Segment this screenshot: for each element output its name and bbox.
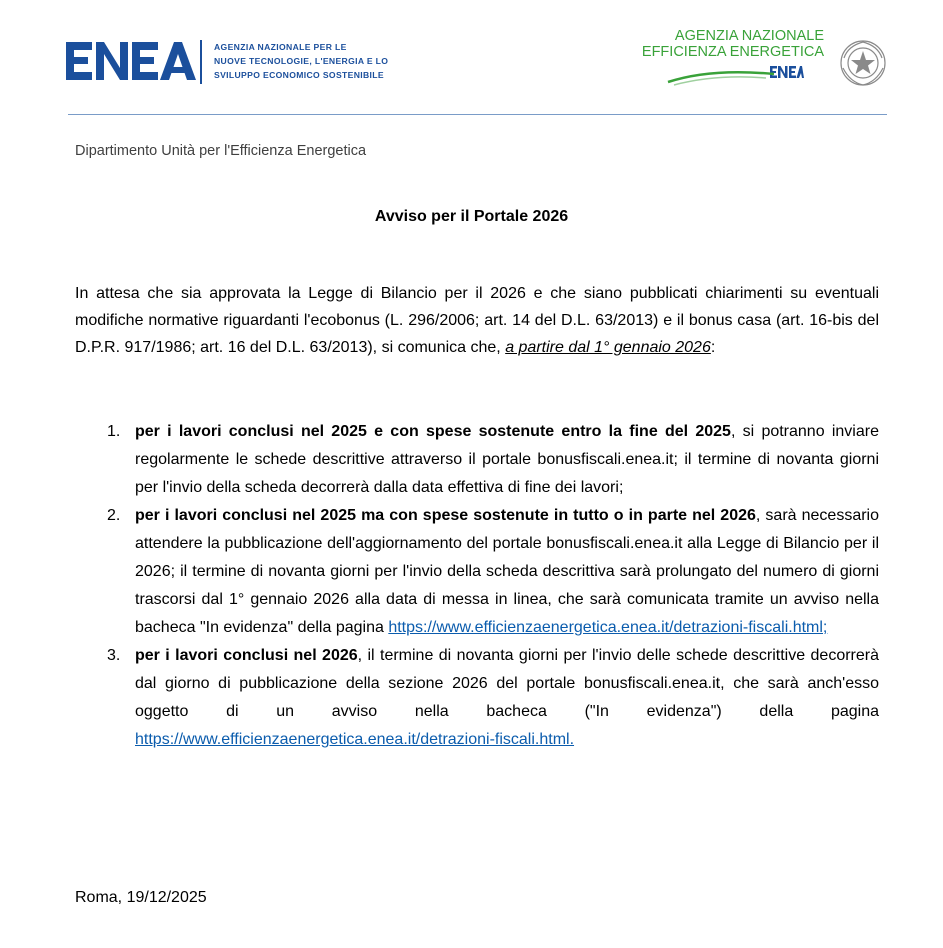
agency-swoosh xyxy=(666,64,776,86)
intro-text: In attesa che sia approvata la Legge di Bilancio per il 2026 e che siano pubblicati chiarimenti su eventuali modifiche normative riguardanti l'ecobonus (L. 296/2006; art. 14 del D.L. 63/2013) e il bonus casa (art. 16-bis del D.P.R. 917/1986; art. 16 del D.L. 63/2013), si comunica che, xyxy=(75,285,879,356)
item-number: 2. xyxy=(107,507,121,524)
enea-tagline-line: AGENZIA NAZIONALE PER LE xyxy=(214,42,347,52)
department-name: Dipartimento Unità per l'Efficienza Energetica xyxy=(75,143,367,159)
header-divider xyxy=(68,114,887,115)
item-bold-text: per i lavori conclusi nel 2026 xyxy=(135,647,358,664)
enea-tagline-line: SVILUPPO ECONOMICO SOSTENIBILE xyxy=(214,70,384,80)
agency-line-1: AGENZIA NAZIONALE xyxy=(674,28,824,44)
enea-logo xyxy=(66,40,196,82)
list-item xyxy=(75,502,879,642)
detrazioni-fiscali-link[interactable]: https://www.efficienzaenergetica.enea.it/detrazioni-fiscali.html. xyxy=(135,731,575,748)
list-item xyxy=(75,642,879,754)
intro-paragraph xyxy=(75,280,879,361)
agency-line-2: EFFICIENZA ENERGETICA xyxy=(641,44,824,60)
item-text: , sarà necessario attendere la pubblicazione dell'aggiornamento del portale bonusfiscali.enea.it alla Legge di Bilancio per il 2026; il termine di novanta giorni per l'invio della scheda descrittiva sarà prolungato del numero di giorni trascorsi dal 1° gennaio 2026 alla data di messa in linea, che sarà comunicata tramite un avviso nella bacheca "In evidenza" della pagina xyxy=(135,507,879,636)
intro-end: : xyxy=(710,339,716,356)
item-number: 1. xyxy=(107,423,121,440)
item-text: , si potranno inviare regolarmente le schede descrittive attraverso il portale bonusfiscali.enea.it; il termine di novanta giorni per l'invio della scheda decorrerà dalla data effettiva di fine dei lavori; xyxy=(135,423,879,496)
intro-emphasis: a partire dal 1° gennaio 2026 xyxy=(505,339,711,356)
item-bold-text: per i lavori conclusi nel 2025 e con spese sostenute entro la fine del 2025 xyxy=(135,423,731,440)
item-bold-text: per i lavori conclusi nel 2025 ma con spese sostenute in tutto o in parte nel 2026 xyxy=(135,507,756,524)
item-number: 3. xyxy=(107,647,121,664)
italian-republic-emblem xyxy=(838,38,888,88)
agency-logo xyxy=(640,28,824,60)
detrazioni-fiscali-link[interactable]: https://www.efficienzaenergetica.enea.it/detrazioni-fiscali.html; xyxy=(388,619,828,636)
list-item xyxy=(75,418,879,502)
item-text: , il termine di novanta giorni per l'invio delle schede descrittive decorrerà dal giorno di pubblicazione della sezione 2026 del portale bonusfiscali.enea.it, che sarà anch'esso oggetto di un avviso nella bacheca ("In evidenza") della pagina xyxy=(135,647,879,720)
place-and-date: Roma, 19/12/2025 xyxy=(75,889,207,906)
notice-list xyxy=(75,418,879,754)
enea-tagline-line: NUOVE TECNOLOGIE, L'ENERGIA E LO xyxy=(214,56,389,66)
enea-tagline xyxy=(200,40,388,84)
document-title: Avviso per il Portale 2026 xyxy=(374,208,569,225)
